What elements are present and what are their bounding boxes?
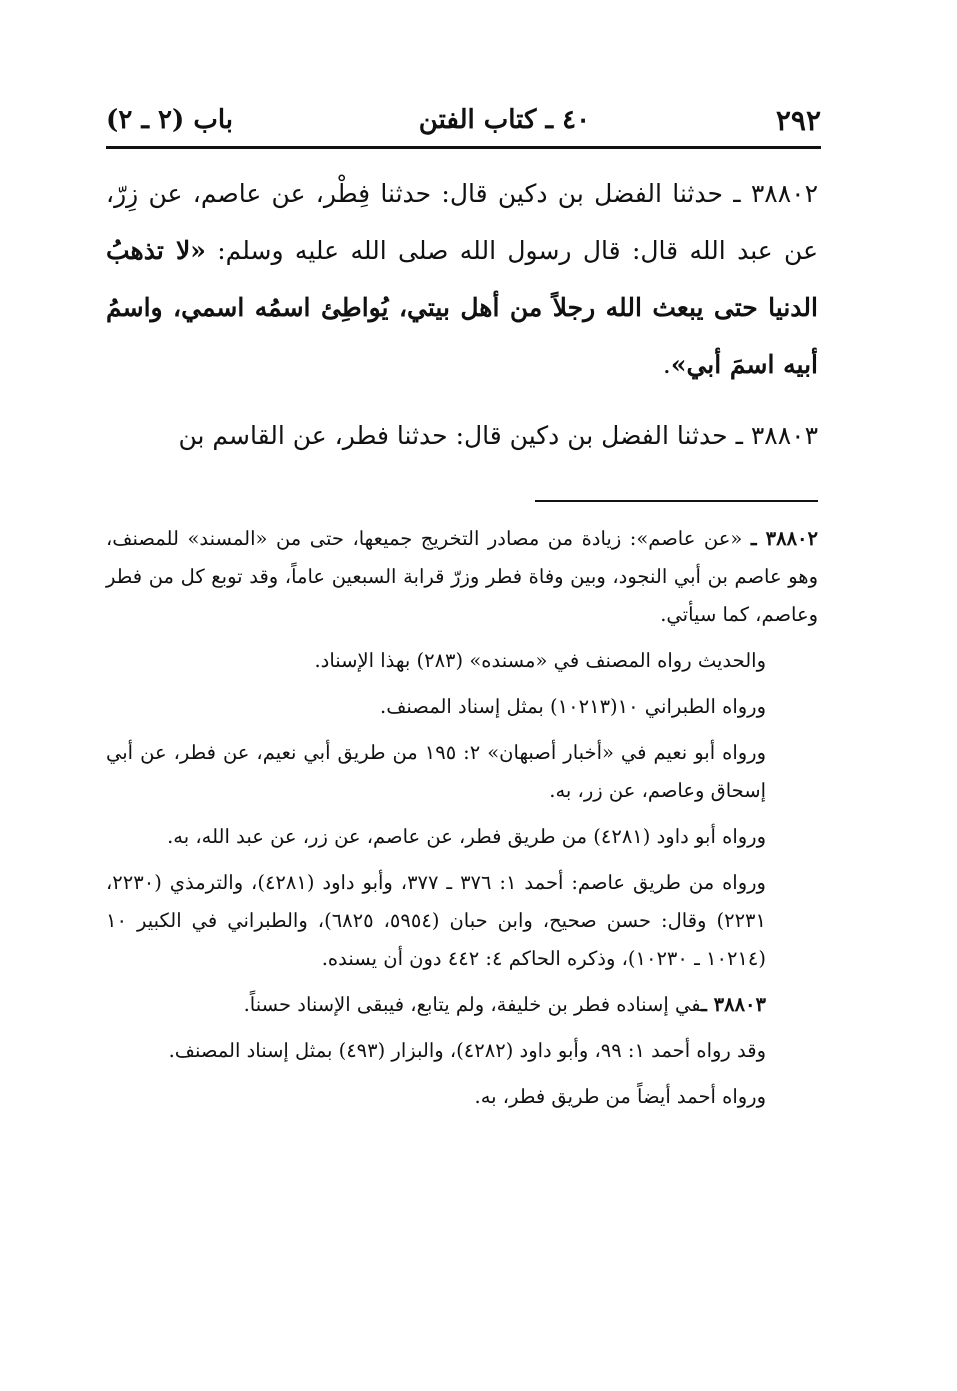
page-header [106, 96, 821, 144]
footnote-38803-number: ٣٨٨٠٣ ـ [701, 993, 766, 1016]
footnote-paragraph: ورواه أبو داود (٤٢٨١) من طريق فطر، عن عاصم، عن زر، عن عبد الله، به. [167, 825, 766, 848]
footnote-38803 [106, 986, 818, 1024]
book-title: ٤٠ ـ كتاب الفتن [418, 105, 591, 135]
hadith-38802-isnad: ٣٨٨٠٢ ـ حدثنا الفضل بن دكين قال: حدثنا فِطْر، عن عاصم، عن زِرّ، عن عبد الله قال: قال رسول الله صلى الله عليه وسلم: [106, 179, 818, 265]
footnotes [106, 520, 818, 1124]
footnote-paragraph: وقد رواه أحمد ١: ٩٩، وأبو داود (٤٢٨٢)، والبزار (٤٩٣) بمثل إسناد المصنف. [168, 1039, 766, 1062]
footnote-38803-text: في إسناده فطر بن خليفة، ولم يتابع، فيبقى الإسناد حسناً. [243, 993, 702, 1016]
footnote-paragraph: ورواه من طريق عاصم: أحمد ١: ٣٧٦ ـ ٣٧٧، وأبو داود (٤٢٨١)، والترمذي (٢٢٣٠، ٢٢٣١) وقال: حسن صحيح، وابن حبان (٥٩٥٤، ٦٨٢٥)، والطبراني في الكبير ١٠ (١٠٢١٤ ـ ١٠٢٣٠)، وذكره الحاكم ٤: ٤٤٢ دون أن يسنده. [106, 871, 766, 970]
footnote-paragraph: والحديث رواه المصنف في «مسنده» (٢٨٣) بهذا الإسناد. [314, 649, 766, 672]
chapter-label: باب (٢ ـ ٢) [106, 105, 233, 135]
page-number: ٢٩٢ [775, 103, 821, 137]
footnote-paragraph: ورواه أبو نعيم في «أخبار أصبهان» ٢: ١٩٥ من طريق أبي نعيم، عن فطر، عن أبي إسحاق وعاصم، عن زر، به. [106, 741, 766, 802]
hadith-38802-end: . [662, 350, 671, 379]
main-text [106, 165, 818, 464]
hadith-38802-matn: «لا تذهبُ الدنيا حتى يبعث الله رجلاً من أهل بيتي، يُواطِئ اسمُه اسمي، واسمُ أبيه اسمَ أبي» [106, 236, 818, 379]
footnote-rule [535, 500, 818, 502]
hadith-38803: ٣٨٨٠٣ ـ حدثنا الفضل بن دكين قال: حدثنا فطر، عن القاسم بن [178, 421, 818, 450]
footnote-paragraph: ورواه الطبراني ١٠(١٠٢١٣) بمثل إسناد المصنف. [380, 695, 766, 718]
footnote-38802 [106, 520, 818, 634]
footnote-38802-text: «عن عاصم»: زيادة من مصادر التخريج جميعها، حتى من «المسند» للمصنف، وهو عاصم بن أبي النجود، وبين وفاة فطر وزرّ قرابة السبعين عاماً، وقد توبع كل من فطر وعاصم، كما سيأتي. [106, 527, 818, 626]
footnote-38802-number: ٣٨٨٠٢ ـ [750, 527, 818, 550]
header-rule [106, 146, 821, 149]
hadith-38802 [106, 165, 818, 393]
footnote-paragraph: ورواه أحمد أيضاً من طريق فطر، به. [474, 1085, 766, 1108]
